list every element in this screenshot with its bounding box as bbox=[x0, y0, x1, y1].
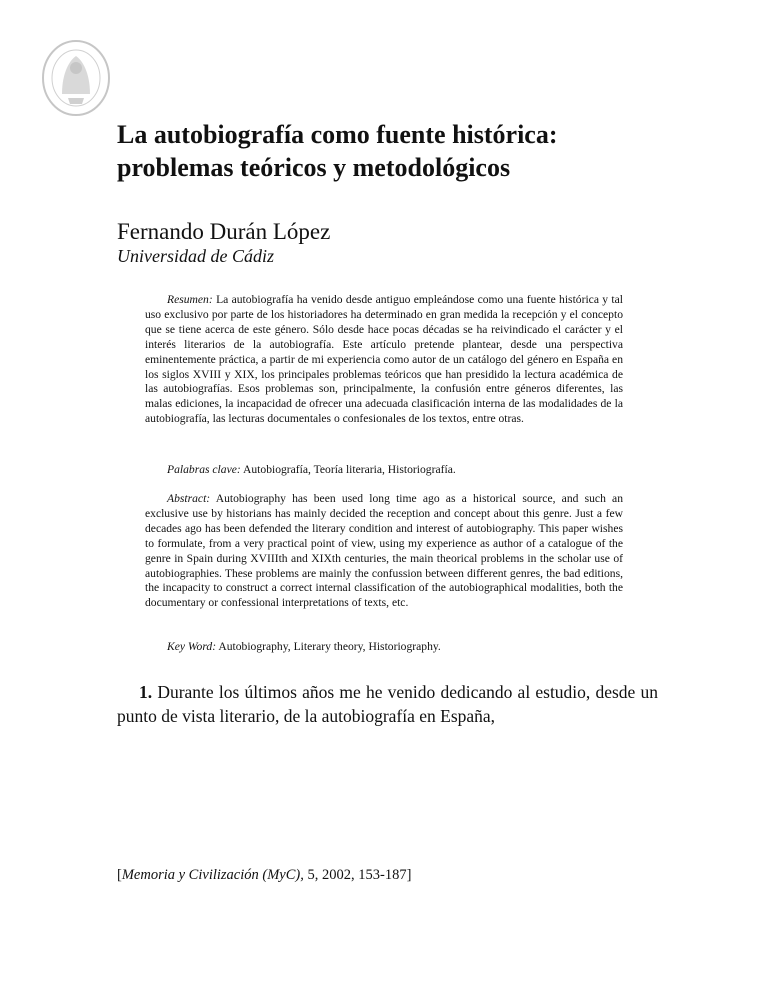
title-line-2: problemas teóricos y metodológicos bbox=[117, 153, 511, 182]
author-name: Fernando Durán López bbox=[117, 219, 331, 244]
body-paragraph bbox=[117, 680, 658, 728]
citation-footer bbox=[117, 866, 411, 884]
abstract-label: Abstract: bbox=[167, 492, 211, 505]
title-line-1: La autobiografía como fuente histórica: bbox=[117, 120, 558, 149]
resumen-paragraph bbox=[145, 293, 623, 427]
section-number: 1. bbox=[139, 682, 153, 702]
citation-open-bracket: [ bbox=[117, 867, 122, 883]
citation-details: 5, 2002, 153-187] bbox=[307, 867, 412, 883]
abstract-text: Autobiography has been used long time ago as a historical source, and such an exclusive use by historians has mainly decided the reception and concept about this genre. Just a few decades ago has been defended the literary condition and interest of autobiography. This paper wishes to formulate, from a very practical point of view, using my experience as author of a catalogue of the genre in Spain during XVIIIth and XIXth centuries, the main theorical problems in the scholar use of autobiographies. These problems are mainly the confussion between different genres, the bad editions, the incapacity to construct a correct internal classification of the autobiographical modalities, both the documentary or confessional interpretations of texts, etc. bbox=[145, 492, 623, 610]
resumen-label: Resumen: bbox=[167, 293, 213, 306]
university-seal-icon bbox=[40, 38, 112, 118]
author-affiliation: Universidad de Cádiz bbox=[117, 246, 274, 266]
palabras-clave-paragraph bbox=[145, 463, 623, 478]
palabras-clave-label: Palabras clave: bbox=[167, 463, 241, 476]
key-word-text: Autobiography, Literary theory, Historiography. bbox=[218, 640, 441, 653]
key-word-paragraph bbox=[145, 640, 623, 655]
abstract-paragraph bbox=[145, 492, 623, 611]
citation-journal: Memoria y Civilización (MyC), bbox=[121, 867, 304, 883]
article-title bbox=[117, 118, 677, 184]
palabras-clave-text: Autobiografía, Teoría literaria, Historiografía. bbox=[243, 463, 456, 476]
resumen-text: La autobiografía ha venido desde antiguo empleándose como una fuente histórica y tal uso exclusivo por parte de los historiadores ha determinado en gran medida la recepción y el concepto que se tiene acerca de este género. Sólo desde hace pocas décadas se ha reivindicado el carácter y el interés literarios de la autobiografía. Este artículo pretende plantear, desde una perspectiva eminentemente práctica, a partir de mi experiencia como autor de un catálogo del género en España en los siglos XVIII y XIX, los principales problemas teóricos que han presidido la lectura académica de las autobiografías. Esos problemas son, principalmente, la confusión entre géneros diferentes, las malas ediciones, la incapacidad de ofrecer una adecuada clasificación interna de las modalidades de la autobiografía, las lecturas documentales o confesionales de los textos, entre otras. bbox=[145, 293, 624, 426]
key-word-label: Key Word: bbox=[167, 640, 217, 653]
body-text: Durante los últimos años me he venido dedicando al estudio, desde un punto de vista literario, de la autobiografía en España, bbox=[117, 682, 659, 726]
